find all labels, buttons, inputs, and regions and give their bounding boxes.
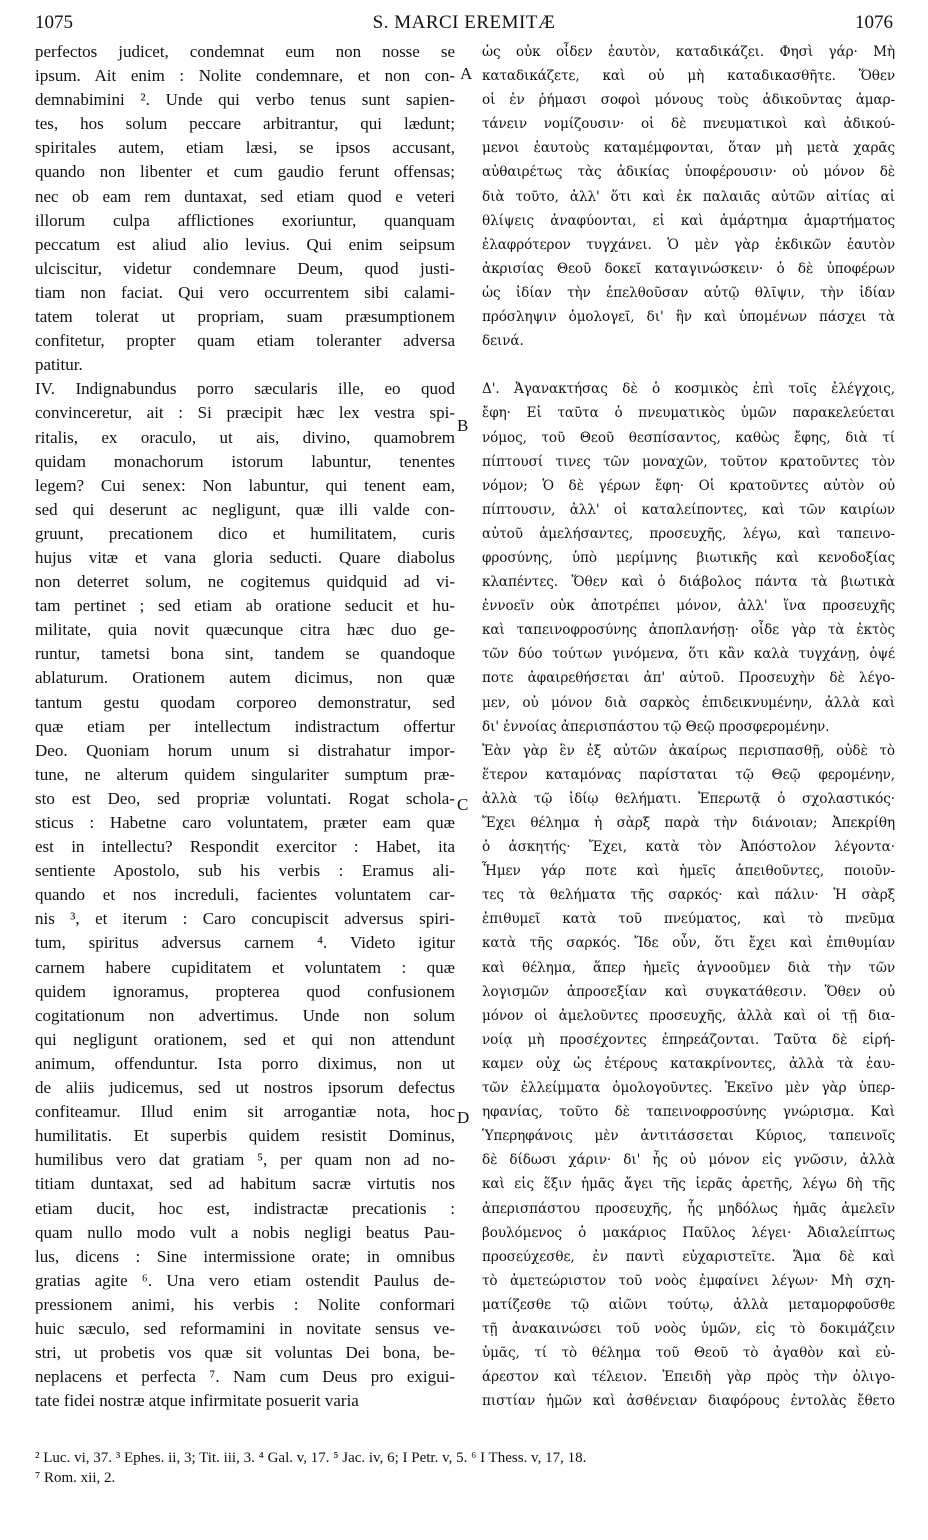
text-line: quam nullo modo vult a nobis negligi beatus Pau- [35,1222,455,1242]
text-line: μόνον οἱ ἀμελοῦντες προσευχῆς, ἀλλὰ καὶ οἱ τῇ δια- [482,1007,895,1024]
text-line: tantum gestu quodam corporeo demonstratur, sed [35,692,455,712]
text-line: Ἦμεν γάρ ποτε καὶ ἡμεῖς ἀπειθοῦντες, ποιοῦν- [482,863,895,880]
text-line: νοίᾳ μὴ προσέχοντες ἐπηρεάζονται. Ταῦτα δὲ εἰρή- [482,1031,895,1048]
text-line: τες τὰ θελήματα τῆς σαρκός· καὶ πάλιν· Ἡ σὰρξ [482,887,895,904]
text-line: δεινά. [482,333,524,350]
text-line: quæ etiam per intellectum indistractum offertur [35,716,455,736]
text-line: ματίζεσθε τῷ αἰῶνι τούτῳ, ἀλλὰ μεταμορφοῦσθε [482,1296,895,1313]
text-line: δι' ἐννοίας ἀπερισπάστου τῷ Θεῷ προσφερομένην. [482,718,830,735]
text-line: ηφανίας, τοῦτο δὲ ταπεινοφροσύνης γνώρισμα. Καὶ [482,1104,895,1121]
text-line: neplacens et perfecta ⁷. Nam cum Deus pro exigui- [35,1367,455,1387]
text-line: animum, offenduntur. Ista porro diximus, non ut [35,1053,455,1073]
text-line: καμεν οὐχ ὡς ἑτέρους κατακρίνοντες, ἀλλὰ τὰ ἑαυ- [482,1055,895,1072]
footnotes [35,1448,893,1488]
text-line: sentiente Apostolo, sub his verbis : Eramus ali- [35,861,455,881]
text-line: non deterret solum, ne cogitemus quidquid ad vi- [35,572,455,592]
text-line: nec ob eam rem duntaxat, sed etiam quod e veteri [35,186,455,206]
text-line: πίπτουσί τινες τῶν μοναχῶν, τοῦτον κρατοῦντες τὸν [482,453,895,470]
text-line: de aliis judicemus, sed ut nostros ipsorum defectus [35,1078,455,1098]
text-line: τῶν ἐλλείμματα ὁμολογοῦντες. Ἐκεῖνο μὲν γὰρ ὑπερ- [482,1080,895,1097]
text-line: λογισμῶν ἀπροσεξίαν καὶ συγκατάθεσιν. Ὅθεν οὐ [482,983,895,1000]
text-line: πίπτουσιν, ἀλλ' οἱ καταλείποντες, καὶ τῶν καιρίων [482,501,895,518]
text-line: φροσύνης, ὑπὸ μερίμνης βιωτικῆς καὶ κενοδοξίας [482,549,895,566]
text-line: cogitationum non advertimus. Unde non solum [35,1005,455,1025]
text-line: pressionem animi, his verbis : Nolite conformari [35,1294,455,1314]
margin-marker-a: A [460,64,473,83]
text-line: illorum culpa afflictiones exoriuntur, quanquam [35,210,455,230]
text-line: Ὑπερηφάνοις μὲν ἀντιτάσσεται Κύριος, ταπεινοῖς [482,1128,895,1145]
text-line: Ἐὰν γὰρ ἓν ἐξ αὐτῶν ἀκαίρως περισπασθῇ, οὐδὲ τὸ [482,742,895,759]
text-line: ἐννοεῖν οὐκ ἀποτρέπει μόνον, ἀλλ' ἵνα προσευχῆς [482,598,895,615]
text-line: καὶ εἰς ἕξιν ἡμᾶς ἄγει τῆς ἱερᾶς ἀρετῆς, λέγω δὴ τῆς [482,1176,895,1193]
text-line: tum, spiritus adversus carnem ⁴. Videto igitur [35,933,455,953]
text-line: διὰ τοῦτο, ἀλλ' ὅτι καὶ ἐκ παλαιᾶς αὐτῶν αἰτίας αἱ [482,188,895,205]
text-line: Ἔχει θέλημα ἡ σὰρξ παρὰ τὴν διάνοιαν; Ἀπεκρίθη [482,815,895,831]
text-line: Δ'. Ἀγανακτήσας δὲ ὁ κοσμικὸς ἐπὶ τοῖς ἐλέγχοις, [482,381,895,398]
text-line: άρεστον καὶ τέλειον. Ἐπειδὴ γὰρ πρὸς τὴν ὀλιγο- [482,1369,895,1386]
text-line: τάνειν νομίζουσιν· οἱ δὲ πνευματικοὶ καὶ ἀδικού- [482,116,895,133]
text-line: ἀλλὰ τῷ ἰδίῳ θελήματι. Ἐπερωτᾷ ὁ σχολαστικός· [482,790,895,807]
text-line: quando et nos increduli, facientes voluntatem car- [35,885,455,905]
text-line: ablaturum. Orationem autem dicimus, non quæ [35,668,455,688]
text-line: τῇ ἀνακαινώσει τοῦ νοὸς ὑμῶν, εἰς τὸ δοκιμάζειν [482,1320,895,1337]
text-line: ἐλαφρότερον τυγχάνει. Ὁ μὲν γὰρ ἐκδικῶν ἑαυτὸν [482,236,895,253]
text-line: stri, ut probetis vos quæ sit voluntas Dei bona, be- [35,1343,455,1363]
margin-marker-b: B [457,416,469,435]
text-line: πρόσληψιν ὁμολογεῖ, δι' ἣν καὶ ὑπομένων πάσχει τὰ [482,309,895,326]
text-line: lus, dicens : Sine intermissione orate; in omnibus [35,1246,455,1266]
latin-column [35,40,455,1413]
text-line: confitetur, propter quam etiam toleranter adversa [35,331,455,351]
text-line: ποτε ἀφαιρεθήσεται ἀπ' αὐτοῦ. Προσευχὴν δὲ λέγο- [482,670,895,687]
text-line: καταδικάζετε, καὶ οὐ μὴ καταδικασθῆτε. Ὅθεν [482,68,895,85]
text-line: legem? Cui senex: Non labuntur, qui tenent eam, [35,475,455,495]
text-line: νόμος, τοῦ Θεοῦ θεσπίσαντος, καθὼς ἔφης, διὰ τί [482,429,895,446]
text-line: sed qui deserunt ac negligunt, quæ illi valde con- [35,499,455,519]
text-line: καὶ ταπεινοφροσύνης ἀποπλανήσῃ· οἶδε γὰρ τὰ ἐκτὸς [482,622,895,639]
text-line: nis ³, et iterum : Caro concupiscit adversus spiri- [35,909,455,929]
text-line: gruunt, precationem dico et humilitatem, curis [35,523,455,543]
text-line: τῶν δύο τούτων γινόμενα, ὅτι κἂν καλὰ τυγχάνῃ, ὀψέ [482,646,895,663]
footnote-line: ² Luc. vi, 37. ³ Ephes. ii, 3; Tit. iii, 3. ⁴ Gal. v, 17. ⁵ Jac. iv, 6; I Petr. v, 5. ⁶ I Thess. v, 17, 18. [35,1450,587,1466]
margin-marker-d: D [457,1108,470,1127]
text-line: αὐτοῦ ἀμελήσαντες, προσευχῆς, λέγω, καὶ ταπεινο- [482,525,895,542]
running-title: S. MARCI EREMITÆ [372,12,556,33]
text-line: ὡς ἰδίαν τὴν ἐπελθοῦσαν αὐτῷ θλῖψιν, τὴν ἰδίαν [482,284,895,301]
text-line: ὑμᾶς, τί τὸ θέλημα τοῦ Θεοῦ τὸ ἀγαθὸν καὶ εὐ- [482,1345,895,1362]
text-line: IV. Indignabundus porro sæcularis ille, eo quod [35,379,455,399]
running-header [35,8,893,38]
text-line: οἱ ἐν ῥήμασι σοφοὶ μόνους τοὺς ἀδικοῦντας ἁμαρ- [482,92,895,109]
text-line: carnem habere cupiditatem et voluntatem : quæ [35,957,455,977]
text-line: peccatum est aliud alio levius. Qui enim seipsum [35,234,455,254]
text-line: humilibus vero dat gratiam ⁵, per quam non ad no- [35,1150,455,1170]
text-line: perfectos judicet, condemnat eum non nosse se [35,42,455,61]
text-line: etiam ducit, hoc est, indistractæ precationis : [35,1198,455,1218]
text-line: προσεύχεσθε, ἐν παντὶ εὐχαριστεῖτε. Ἅμα δὲ καὶ [482,1248,895,1265]
greek-column [482,40,895,1413]
text-line: titiam duntaxat, sed ad habitum sacræ virtutis nos [35,1174,455,1194]
text-line: est in intellectu? Respondit exercitor : Habet, ita [35,837,455,857]
text-line: gratias agite ⁶. Una vero etiam ostendit Paulus de- [35,1270,455,1290]
text-line: patitur. [35,355,83,375]
text-line: confiteamur. Illud enim sit arrogantiæ nota, hoc [35,1102,455,1122]
text-line: ulciscitur, videtur condemnare Deum, quod justi- [35,258,455,278]
text-line: τὸ ἀμετεώριστον τοῦ νοὸς ἐμφαίνει λέγων· Μὴ σχη- [482,1272,895,1289]
footnote-line: ⁷ Rom. xii, 2. [35,1470,116,1486]
text-line: θλίψεις ἀναφύονται, εἰ καὶ ἁμάρτημα ἁμαρτήματος [482,212,895,229]
text-line: hujus vitæ et vana gloria seducti. Quare diabolus [35,547,455,567]
text-line: ἔφη· Εἰ ταῦτα ὁ πνευματικὸς ὑμῶν παρακελεύεται [482,405,895,422]
text-line: sticus : Habetne caro voluntatem, præter eam quæ [35,813,455,832]
text-line: quidam monachorum istorum labuntur, tenentes [35,451,455,471]
text-line: tate fidei nostræ atque infirmitate posuerit varia [35,1391,359,1411]
text-line: δὲ δίδωσι χάριν· δι' ἧς οὐ μόνον εἰς γνῶσιν, ἀλλὰ [482,1152,895,1169]
text-line: Deo. Quoniam horum unum si distrahatur impor- [35,740,455,760]
text-line: qui negligunt orationem, sed et qui non attendunt [35,1029,455,1049]
text-line: ritalis, ex oraculo, ut ais, divino, quamobrem [35,427,455,447]
text-line: tam pertinet ; sed etiam ab oratione seducit et hu- [35,596,455,616]
text-line: sto est Deo, sed propriæ voluntati. Rogat schola- [35,788,455,808]
text-line: μεν, οὐ μόνον διὰ σαρκὸς ἐπιδεικνυμένην, ἀλλὰ καὶ [482,694,895,711]
text-line: ὁ ἀσκητής· Ἔχει, κατὰ τὸν Ἀπόστολον λέγοντα· [482,839,895,856]
text-line: convinceretur, ait : Si præcipit hæc lex vestra spi- [35,403,455,423]
text-line: ὡς οὐκ οἶδεν ἑαυτὸν, καταδικάζει. Φησὶ γάρ· Μὴ [482,44,895,60]
text-line: runtur, tametsi bona sint, tandem se quandoque [35,644,455,664]
text-line: tiam non faciat. Qui vero occurrentem sibi calami- [35,282,455,302]
text-line: καὶ θέλημα, ἅπερ ἡμεῖς ἀγνοοῦμεν διὰ τὴν τῶν [482,959,895,976]
text-line: tatem tolerat ut propriam, suam præsumptionem [35,307,455,327]
page-number-right: 1076 [855,12,893,33]
text-line: πιστίαν ἡμῶν καὶ ἀσθένειαν διαφόρους ἐντολὰς ἔθετο [482,1393,895,1410]
text-line: militate, quia novit quæcunque citra hæc duo ge- [35,620,455,640]
text-line: quando non libenter et cum gaudio ferunt offensas; [35,162,455,182]
text-line: ἀπερισπάστου προσευχῆς, ἧς μηδόλως ἡμᾶς ἀμελεῖν [482,1200,895,1217]
text-line: tes, hos solum peccare arbitrantur, qui lædunt; [35,114,455,134]
text-line: ἀκρισίας Θεοῦ δοκεῖ καταγινώσκειν· ὁ δὲ ὑποφέρων [482,260,895,277]
text-line: νόμον; Ὁ δὲ γέρων ἔφη· Οἱ κρατοῦντες αὐτὸν οὐ [482,477,895,494]
text-line: βουλόμενος ὁ μακάριος Παῦλος λέγει· Ἀδιαλείπτως [482,1224,895,1241]
text-line: ἕτερον καταμόνας παρίσταται τῷ Θεῷ φερομένην, [482,766,895,783]
text-line: spiritales autem, etiam læsi, se ipsos accusant, [35,138,455,158]
text-line: μενοι ἑαυτοὺς καταμέμφονται, ὅταν μὴ μετὰ χαρᾶς [482,140,895,157]
text-line: ἐπιθυμεῖ κατὰ τοῦ πνεύματος, καὶ τὸ πνεῦμα [482,911,895,928]
text-line: humilitatis. Et superbis quidem resistit Dominus, [35,1126,455,1146]
text-line: tune, ne alterum quidem singulariter sumptum præ- [35,764,455,784]
text-line: demnabimini ². Unde qui verbo tenus sunt sapien- [35,90,455,110]
text-line: αὐθαιρέτως τὰς ἀδικίας ὑποφέρουσιν· οὐ μόνον δὲ [482,164,895,181]
text-line: quidem ignoramus, propterea quod confusionem [35,981,455,1001]
margin-marker-c: C [457,795,469,814]
text-line: κλαπέντες. Ὅθεν καὶ ὁ διάβολος πάντα τὰ βιωτικὰ [482,574,895,591]
text-line: ipsum. Ait enim : Nolite condemnare, et non con- [35,66,455,86]
text-line: huic sæculo, sed reformamini in novitate sensus ve- [35,1318,455,1338]
text-line: κατὰ τῆς σαρκός. Ἴδε οὖν, ὅτι ἔχει καὶ ἐπιθυμίαν [482,935,895,952]
page-number-left: 1075 [35,12,73,33]
text-line [482,353,895,377]
